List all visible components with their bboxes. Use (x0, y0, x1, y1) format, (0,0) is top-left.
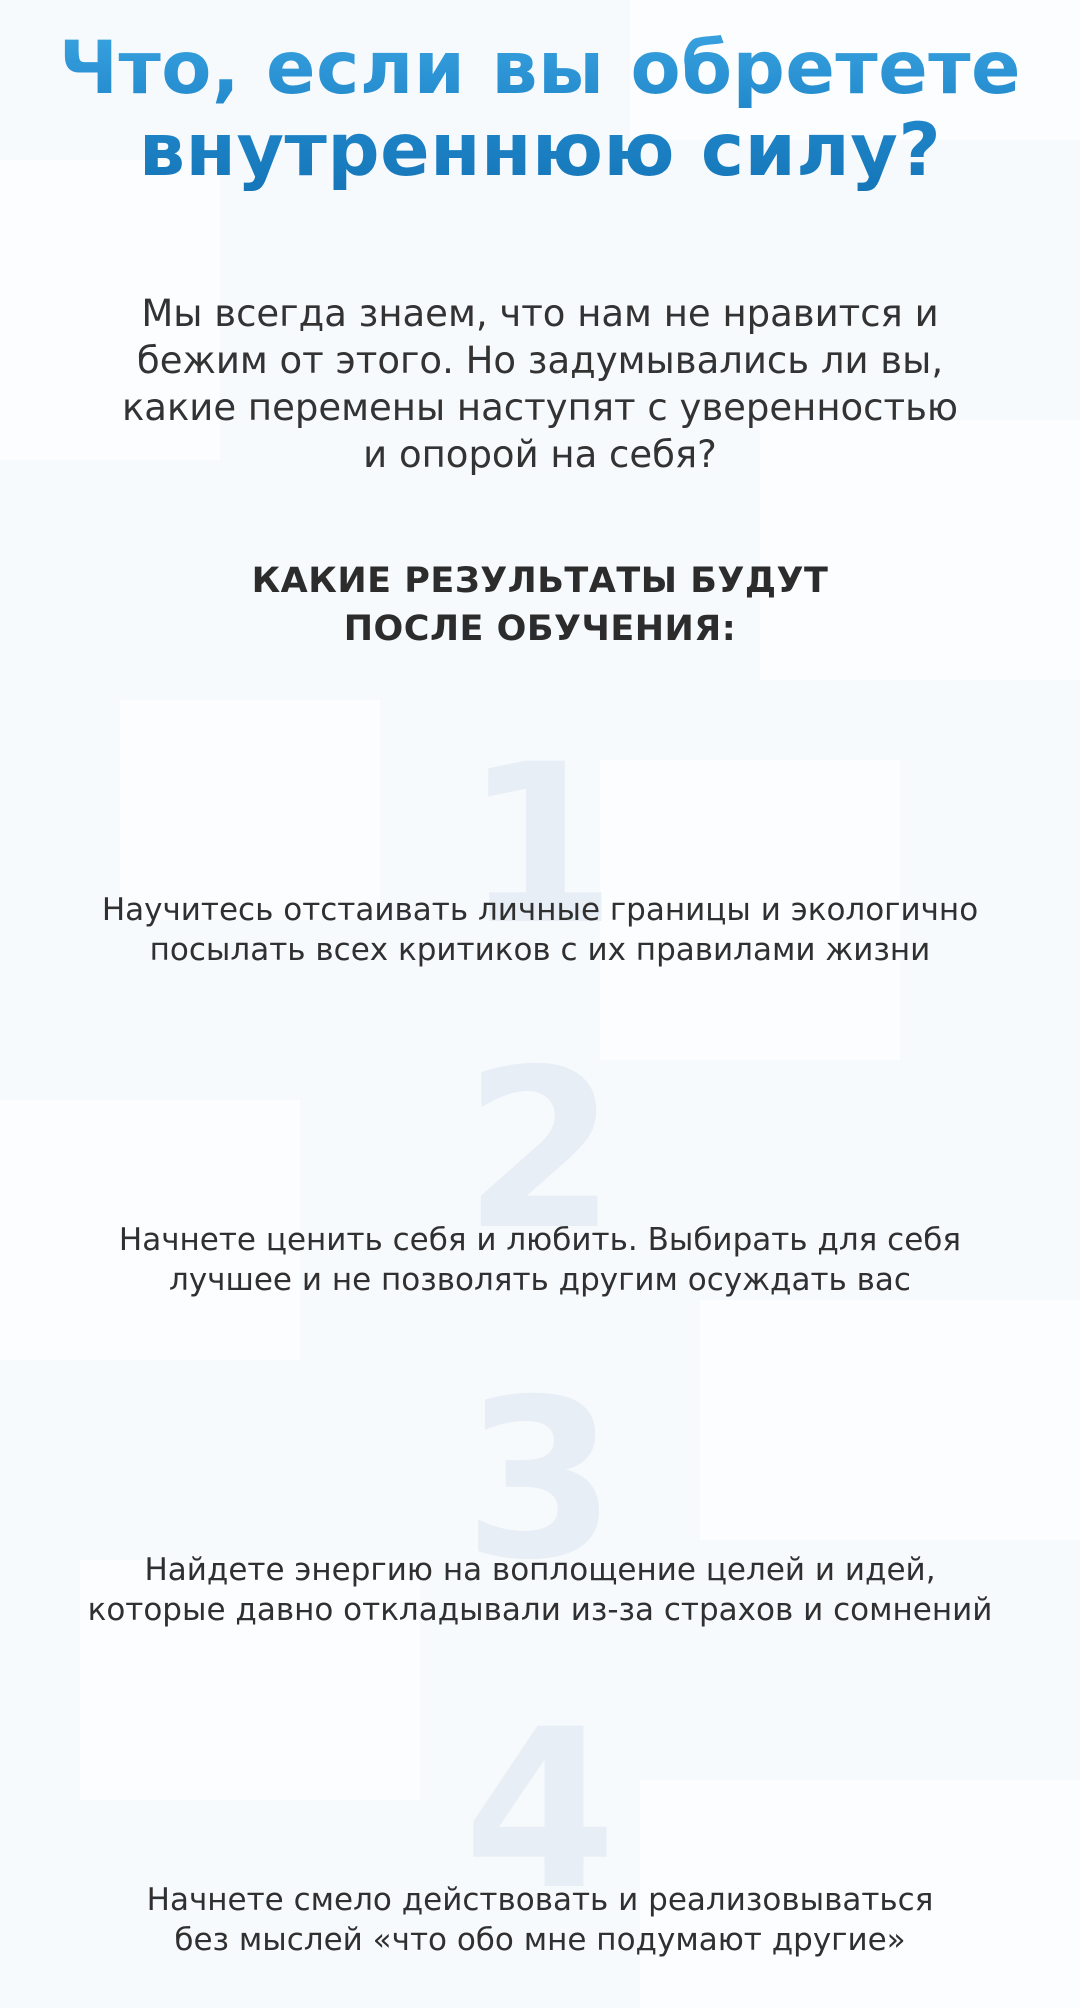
results-heading-line: ПОСЛЕ ОБУЧЕНИЯ: (343, 609, 737, 649)
result-text (0, 1220, 1080, 1300)
result-text-line: Начнете смело действовать и реализовываться (146, 1882, 934, 1918)
result-number: 2 (463, 1022, 617, 1278)
result-text-line: которые давно откладывали из-за страхов и сомнений (87, 1592, 993, 1628)
result-text-line: без мыслей «что обо мне подумают другие» (174, 1922, 906, 1958)
result-number: 3 (463, 1352, 617, 1608)
intro-line: Мы всегда знаем, что нам не нравится и (141, 292, 939, 335)
result-number: 1 (463, 717, 617, 973)
hero-title (0, 28, 1080, 192)
result-text (0, 1880, 1080, 1960)
result-text-line: Начнете ценить себя и любить. Выбирать для себя (118, 1222, 962, 1258)
result-text-line: Научитесь отстаивать личные границы и экологично (101, 892, 979, 928)
hero-title-line: Что, если вы обретете (58, 26, 1022, 111)
results-heading (0, 557, 1080, 653)
intro-paragraph (0, 290, 1080, 478)
result-text-line: посылать всех критиков с их правилами жизни (149, 932, 931, 968)
hero-title-line: внутреннюю силу? (138, 108, 942, 193)
intro-line: и опорой на себя? (363, 433, 717, 476)
intro-line: какие перемены наступят с уверенностью (121, 386, 959, 429)
result-number: 4 (463, 1682, 617, 1938)
results-heading-line: КАКИЕ РЕЗУЛЬТАТЫ БУДУТ (251, 561, 829, 601)
result-text (0, 1550, 1080, 1630)
intro-line: бежим от этого. Но задумывались ли вы, (136, 339, 944, 382)
result-text-line: лучшее и не позволять другим осуждать вас (169, 1262, 911, 1298)
result-text (0, 890, 1080, 970)
result-text-line: Найдете энергию на воплощение целей и идей, (144, 1552, 936, 1588)
